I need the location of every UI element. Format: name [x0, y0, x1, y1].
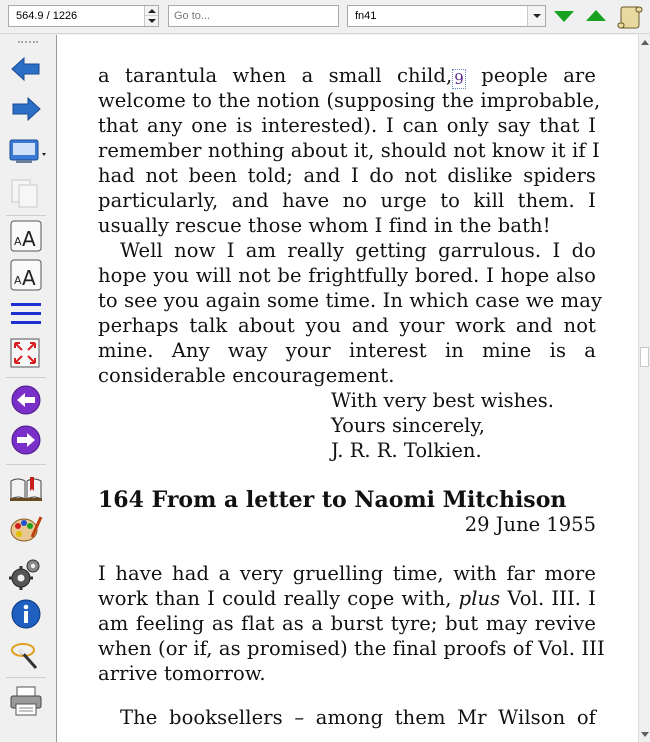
text-line: am feeling as flat as a burst tyre; but may revive — [98, 612, 596, 635]
print-button[interactable] — [8, 684, 44, 718]
chevron-up-icon — [148, 9, 156, 13]
copy-icon — [8, 176, 44, 210]
text-line: Well now I am really getting garrulous. I do — [120, 239, 596, 262]
library-button[interactable] — [8, 471, 44, 505]
spin-up-button[interactable] — [145, 6, 158, 16]
arrow-up-icon — [586, 10, 606, 21]
scroll-thumb[interactable] — [640, 347, 649, 367]
left-sidebar — [0, 34, 56, 742]
monitor-dropdown-icon — [8, 134, 48, 168]
text-line: work than I could really cope with, plus Vol. III. I — [98, 587, 596, 610]
sidebar-divider — [6, 215, 46, 216]
font-increase-icon — [8, 219, 44, 253]
svg-text:A: A — [22, 266, 36, 290]
info-icon — [8, 597, 44, 631]
font-decrease-icon — [8, 258, 44, 292]
open-book-icon — [8, 471, 44, 505]
history-back-button[interactable] — [8, 383, 44, 417]
text-line: to see you again some time. In which case we may — [98, 289, 603, 312]
text-line: that any one is interested). I can only say that I — [98, 114, 596, 137]
text-line: particularly, and have no urge to kill them. I — [98, 189, 596, 212]
history-forward-button[interactable] — [8, 423, 44, 457]
fullscreen-icon — [8, 336, 44, 370]
printer-icon — [8, 684, 44, 718]
emphasis-text: plus — [458, 587, 501, 610]
sidebar-divider — [6, 464, 46, 465]
toolbar-grip[interactable] — [18, 41, 38, 43]
text-line: usually rescue those whom I find in the bath! — [98, 214, 551, 237]
text-line: when (or if, as promised) the final proofs of Vol. III — [98, 637, 605, 660]
chevron-down-icon — [533, 14, 541, 18]
copy-button[interactable] — [8, 176, 44, 210]
goto-placeholder: Go to... — [174, 10, 211, 22]
back-button[interactable] — [8, 52, 44, 86]
theme-button[interactable] — [8, 511, 44, 545]
text-line: a tarantula when a small child, 9 people are — [98, 64, 596, 88]
font-increase-button[interactable] — [8, 219, 44, 253]
search-value: fn41 — [355, 10, 377, 22]
text-line: considerable encouragement. — [98, 364, 395, 387]
scroll-down-arrow-icon[interactable] — [641, 732, 649, 737]
svg-text:A: A — [22, 227, 36, 251]
scroll-up-arrow-icon[interactable] — [641, 40, 649, 45]
scroll-button[interactable] — [616, 4, 644, 28]
view-mode-button[interactable] — [8, 134, 44, 168]
signature: J. R. R. Tolkien. — [331, 439, 482, 462]
line-spacing-button[interactable] — [8, 297, 44, 331]
chevron-down-icon — [148, 19, 156, 23]
text-line: hope you will not be frightfully bored. I hope also — [98, 264, 596, 287]
arrow-left-icon — [8, 52, 44, 86]
parchment-scroll-icon — [616, 4, 644, 30]
closing-line: With very best wishes. — [331, 389, 554, 412]
spin-down-button[interactable] — [145, 16, 158, 26]
font-decrease-button[interactable] — [8, 258, 44, 292]
circle-forward-icon — [8, 423, 44, 457]
forward-button[interactable] — [8, 92, 44, 126]
text-line: remember nothing about it, should not know it if I — [98, 139, 600, 162]
letter-date: 29 June 1955 — [464, 513, 596, 536]
settings-button[interactable] — [8, 557, 44, 591]
footnote-reference-link[interactable]: 9 — [454, 70, 464, 88]
svg-text:A: A — [14, 235, 22, 248]
text-line: had not been told; and I do not dislike spiders — [98, 164, 596, 187]
text-line: perhaps talk about you and your work and not — [98, 314, 596, 337]
text-line: welcome to the notion (supposing the improbable, — [98, 89, 601, 112]
palette-icon — [8, 511, 44, 545]
find-previous-button[interactable] — [583, 4, 609, 28]
vertical-scrollbar[interactable] — [638, 35, 650, 742]
text-line: mine. Any way your interest in mine is a — [98, 339, 596, 362]
page-spinner — [144, 6, 158, 26]
paragraph-4 — [98, 705, 596, 730]
paragraph-1 — [98, 63, 601, 238]
svg-text:A: A — [14, 274, 22, 287]
search-dropdown-button[interactable] — [527, 6, 545, 26]
text-line: The booksellers – among them Mr Wilson of — [120, 706, 596, 729]
tools-button[interactable] — [8, 638, 44, 672]
find-next-button[interactable] — [551, 4, 577, 28]
text-line: I have had a very gruelling time, with far more — [98, 562, 596, 585]
paragraph-2 — [98, 238, 603, 388]
goto-input[interactable] — [168, 5, 339, 27]
document-view[interactable] — [56, 35, 638, 742]
fullscreen-button[interactable] — [8, 336, 44, 370]
settings-gears-icon — [8, 557, 44, 591]
magic-wand-icon — [8, 638, 44, 672]
line-spacing-icon — [8, 297, 44, 331]
arrow-right-icon — [8, 92, 44, 126]
text-line: arrive tomorrow. — [98, 662, 266, 685]
sidebar-divider — [6, 377, 46, 378]
info-button[interactable] — [8, 597, 44, 631]
closing-line: Yours sincerely, — [331, 414, 485, 437]
search-input[interactable] — [347, 5, 546, 27]
sidebar-divider — [6, 677, 46, 678]
section-heading: 164 From a letter to Naomi Mitchison — [98, 487, 567, 513]
arrow-down-icon — [554, 11, 574, 22]
circle-back-icon — [8, 383, 44, 417]
top-toolbar — [0, 0, 650, 34]
page-number-value: 564.9 / 1226 — [16, 10, 78, 22]
paragraph-3 — [98, 561, 605, 686]
page-number-input[interactable] — [8, 5, 159, 27]
